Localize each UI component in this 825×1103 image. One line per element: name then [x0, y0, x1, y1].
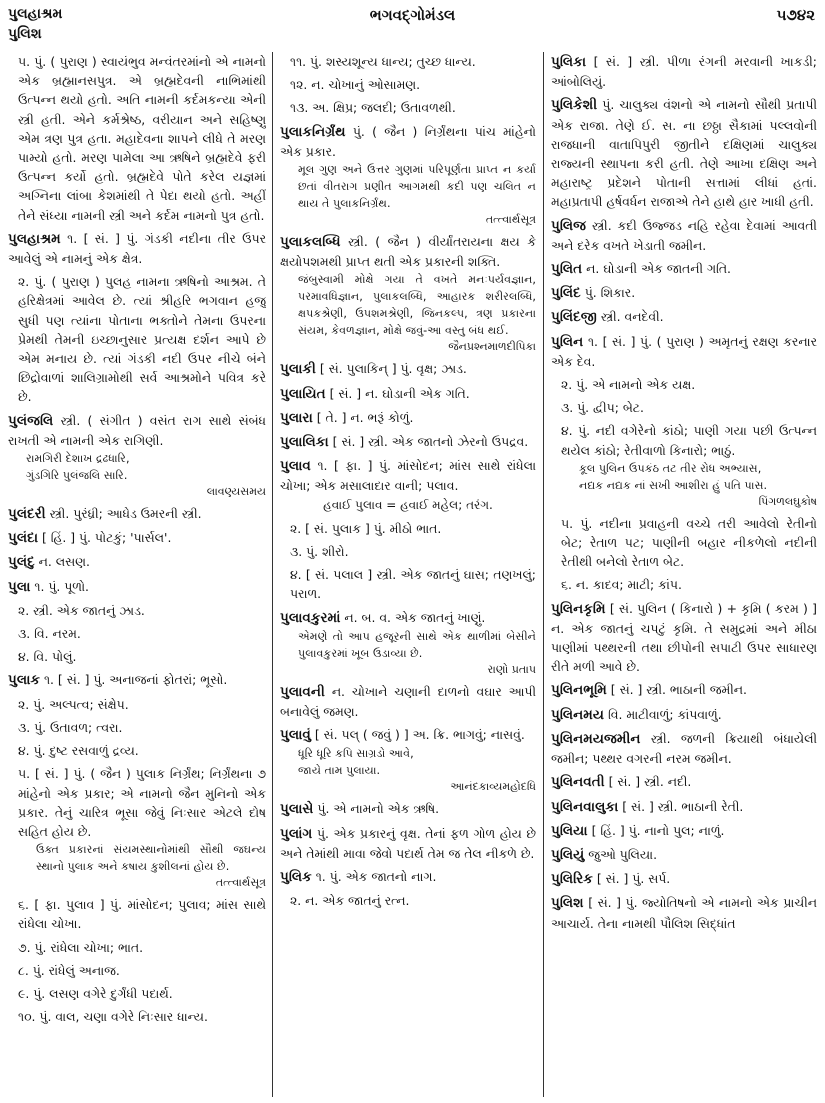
citation-source: જૈનપ્રશ્નમાળદીપિકા — [448, 340, 536, 354]
headword: પુલિનવતી — [551, 774, 605, 791]
definition-text: ૩. પું. શીરો. — [290, 544, 349, 560]
dictionary-entry — [280, 867, 536, 887]
guide-word-last: પુલિશ — [8, 26, 42, 42]
dictionary-entry — [551, 95, 817, 211]
headword: પુલિક — [280, 869, 312, 886]
definition-text: [ હિં. ] પું. પોટકું; 'પાર્સલ'. — [41, 530, 172, 546]
entry-sense — [280, 75, 536, 94]
dictionary-entry — [8, 528, 266, 548]
entry-sense — [8, 764, 266, 891]
definition-text: પું. ચાલુક્ય વંશનો એ નામનો સૌથી પ્રતાપી એક રાજા. તેણે ઈ. સ. ના છઠ્ઠા સૈકામાં પલ્લવોની રાજધાની વાતાપિપુરી જીતીને દક્ષિણમાં ચાલુક્ય રાજ્યની સ્થાપના કરી હતી. તેણે આખા દક્ષિણ અને મહારાષ્ટ્ર પ્રદેશને પોતાની સત્તામાં લીધાં હતાં. મહાપ્રતાપી હર્ષવર્ધન રાજાએ તેને હાથે હાર ખાધી હતી. — [551, 97, 817, 210]
entry-sense — [280, 891, 536, 910]
definition-text: સ્ત્રી. ( સંગીત ) વસંત રાગ સાથે સંબંધ રાખતી એ નામની એક રાગિણી. — [8, 412, 266, 448]
headword: પુલિનમય — [551, 706, 605, 723]
headword: પુલિત — [551, 261, 583, 278]
entry-sense — [280, 542, 536, 561]
definition-text: ૨. પું. ( પુરાણ ) પુલહ નામના ઋષિનો આશ્રમ. તે હરિક્ષેત્રમાં આવેલ છે. ત્યાં શ્રીહરિ ભગવાન હજુ સુધી પણ ત્યાંના પોતાના ભક્તોને તેમના ઉપરના પ્રેમથી તેમની ઇચ્છાનુસાર પ્રત્યક્ષ દર્શન આપે છે એમ મનાય છે. ત્યાં ગંડકી નદી ઉપર નીચે બંને છિદ્રોવાળાં શાલિગ્રામોથી સર્વ આશ્રમોને પવિત્ર કરે છે. — [18, 274, 266, 405]
column-2 — [280, 52, 536, 1100]
definition-text: [ સં. ] સ્ત્રી. નદી. — [608, 774, 692, 790]
definition-text: સ્ત્રી. જળની ક્રિયાથી બંધાયેલી જમીન; પથ્થર વગરની નરમ જમીન. — [551, 730, 817, 767]
definition-text: [ સં. ] પું. સર્પ. — [596, 871, 671, 887]
dictionary-entry — [280, 232, 536, 355]
dictionary-entry — [551, 332, 817, 371]
dictionary-entry — [551, 797, 817, 817]
dictionary-entry — [551, 216, 817, 255]
entry-sense — [551, 375, 817, 394]
citation-quote: મૂલ ગુણ અને ઉત્તર ગુણમાં પરિપૂર્ણતા પ્રાપ્ત ન કર્યા છતાં વીતરાગ પ્રણીત આગમથી કદી પણ ચલિત ન થાય તે પુલાકનિર્ગ્રંથ. — [298, 163, 536, 211]
entry-sense — [8, 695, 266, 714]
headword: પુલિકેશી — [551, 97, 598, 114]
dictionary-entry — [280, 408, 536, 428]
entry-sense — [280, 519, 536, 538]
guide-word-first: પુલહાશ્રમ — [8, 6, 63, 22]
dictionary-entry — [551, 680, 817, 700]
entry-sense — [8, 624, 266, 643]
headword: પુલિનમયજમીન — [551, 730, 641, 747]
headword: પુલાકલબ્ધિ — [280, 234, 341, 251]
headword: પુલિંદ — [551, 285, 581, 302]
definition-text: સ્ત્રી. ( જૈન ) વીર્યાંતરાયના ક્ષય કે ક્ષયોપશમથી પ્રાપ્ત થતી એક પ્રકારની શક્તિ. — [280, 234, 536, 270]
definition-text: [ સં. ] ન. ઘોડાની એક ગતિ. — [329, 385, 470, 401]
definition-text: ૪. પું. દુષ્ટ રસવાળું દ્રવ્ય. — [18, 743, 139, 759]
definition-text: ૧૦. પું. વાલ, ચણા વગેરે નિઃસાર ધાન્ય. — [18, 1009, 208, 1025]
entry-sense — [551, 398, 817, 417]
entry-sense — [551, 514, 817, 572]
dictionary-entry — [8, 411, 266, 500]
definition-text: [ હિં. ] પું. નાનો પુલ; નાળું. — [591, 822, 725, 838]
dictionary-entry — [8, 577, 266, 597]
citation-quote: જાયે તામ પુલાયા. — [298, 764, 381, 778]
entry-sense — [551, 575, 817, 594]
book-title: ભગવદ્ગોમંડલ — [369, 6, 456, 24]
dictionary-entry — [280, 456, 536, 515]
citation-quote: એમણે તો આપ હજૂરની સાથે એક થાળીમાં બેસીને પુલાવકુરમાં ખૂબ ઉડાવ્યા છે. — [298, 629, 536, 660]
dictionary-entry — [280, 608, 536, 678]
headword: પુલંદુ — [8, 554, 35, 571]
dictionary-entry — [551, 821, 817, 841]
definition-text: ૨. [ સં. પુલાક ] પું. મીઠો ભાત. — [290, 520, 442, 536]
definition-text: [ સં. ] સ્ત્રી. ભાઠાની રેતી. — [622, 798, 744, 814]
dictionary-entry — [8, 670, 266, 690]
definition-text: ન. ઘોડાની એક જાતની ગતિ. — [586, 261, 731, 277]
entry-sense — [280, 98, 536, 117]
definition-text: સ્ત્રી. કદી ઉજ્જડ નહિ રહેવા દેવામાં આવતી અને દરેક વખતે ખેડાતી જમીન. — [551, 217, 817, 253]
entry-sense — [8, 272, 266, 406]
headword: પુલાવકુરમાં — [280, 609, 341, 626]
definition-text: ૩. પું. ઉતાવળ; ત્વરા. — [18, 719, 123, 735]
entry-sense — [280, 52, 536, 71]
entry-sense — [551, 421, 817, 509]
definition-text: ૧૧. પું. શસ્યશૂન્ય ધાન્ય; તુચ્છ ધાન્ય. — [290, 54, 476, 69]
definition-text: [ સં. ] સ્ત્રી. એક જાતનો ઝેરનો ઉપદ્રવ. — [332, 434, 529, 450]
definition-text: ૮. પું. રાંધેલું અનાજ. — [18, 962, 120, 978]
headword: પુલિંદજી — [551, 309, 597, 326]
definition-text: [ સં. પુલાકિન્ ] પું. વૃક્ષ; ઝાડ. — [319, 361, 467, 377]
dictionary-entry — [551, 52, 817, 91]
definition-text: ન. લસણ. — [38, 554, 90, 570]
entry-sense — [8, 1007, 266, 1026]
citation-source: આનંદકાવ્યમહોદધિ — [450, 780, 536, 794]
headword: પુલાંગ — [280, 825, 313, 842]
definition-text: ૪. [ સં. પલાલ ] સ્ત્રી. એક જાતનું ઘાસ; તણખલું; પરાળ. — [290, 567, 536, 602]
dictionary-entry — [280, 122, 536, 228]
citation-source: તત્ત્વાર્થસૂત્ર — [215, 876, 266, 890]
definition-text: ૧. [ સં. ] પું. ગંડકી નદીના તીર ઉપર આવેલું એ નામનું એક ક્ષેત્ર. — [8, 230, 266, 267]
dictionary-entry — [551, 599, 817, 677]
page-number: ૫૭૪૨ — [776, 6, 815, 24]
definition-text: [ સં. પુલિન ( કિનારો ) + કૃમિ ( કરમ ) ] ન. એક જાતનું ચપટું કૃમિ. તે સમુદ્રમાં અને મીઠા પાણીમાં પથ્થરની તથા છીપોની સપાટી ઉપર સાધારણ રીતે મળી આવે છે. — [551, 600, 817, 675]
headword: પુલાવું — [280, 727, 311, 744]
column-divider — [272, 52, 273, 1097]
headword: પુલંદા — [8, 530, 39, 547]
definition-text: પું. એક પ્રકારનું વૃક્ષ. તેનાં ફળ ગોળ હોય છે અને તેમાંથી માવા જેવો પદાર્થ તેમ જ તેલ નીકળે છે. — [280, 825, 536, 861]
entry-sense — [8, 984, 266, 1003]
dictionary-entry — [551, 729, 817, 768]
headword: પુલાલિકા — [280, 434, 329, 451]
citation-source: રાણો પ્રતાપ — [487, 662, 536, 676]
citation-source: લાવણ્યસમય — [206, 485, 266, 499]
definition-text: ૨. પું. એ નામનો એક યક્ષ. — [561, 377, 696, 393]
dictionary-entry — [280, 384, 536, 404]
entry-sense — [8, 52, 266, 225]
headword: પુલાસે — [280, 801, 314, 818]
definition-text: ૪. વિ. પોલું. — [18, 649, 77, 665]
definition-text: ૫. પું. ( પુરાણ ) સ્વાયંભુવ મન્વંતરમાંનો એ નામનો એક બ્રહ્માનસપુત્ર. એ બ્રહ્મદેવની નાભિમાંથી ઉત્પન્ન થયો હતો. અતિ નામની કર્દમકન્યા એની સ્ત્રી હતી. એને કર્મશ્રેષ્ઠ, વરીયાન અને સહિષ્ણુ એમ ત્રણ પુત્ર હતા. મહાદેવના શાપને લીધે તે મરણ પામ્યો હતો. મરણ પામેલા આ ઋષિને બ્રહ્મદેવે ફરી ઉત્પન્ન કર્યો હતો. બ્રહ્મદેવે પોતે કરેલ યજ્ઞમાં અગ્નિના લાંબા કેશમાંથી તે પેદા થયો હતો. અહીં તેને સંધ્યા નામની સ્ત્રી અને કર્દમ નામનો પુત્ર હતો. — [18, 54, 266, 223]
citation-source: તત્ત્વાર્થસૂત્ર — [485, 213, 536, 227]
definition-text: ૬. ન. કાદવ; માટી; કાંપ. — [561, 577, 682, 593]
column-1 — [8, 52, 266, 1100]
definition-text: ૩. વિ. નરમ. — [18, 626, 81, 642]
definition-text: ૧. [ સં. ] પું. ( પુરાણ ) અમૃતનું રક્ષણ કરનાર એક દેવ. — [551, 333, 817, 369]
citation-source: પિંગળલઘુકોષ — [758, 494, 817, 508]
headword: પુલંદરી — [8, 506, 46, 523]
definition-text: ૩. પું. દ્વીપ; બેટ. — [561, 400, 644, 416]
definition-text: ૨. સ્ત્રી. એક જાતનું ઝાડ. — [18, 602, 145, 618]
headword: પુલિજ — [551, 217, 587, 234]
definition-text: ૭. પું. રાંધેલા ચોખા; ભાત. — [18, 939, 144, 955]
headword: પુલાયિત — [280, 385, 326, 402]
headword: પુલાકી — [280, 361, 316, 378]
entry-sense — [8, 741, 266, 760]
definition-text: ૧૨. ન. ચોખાનું ઓસામણ. — [290, 77, 421, 93]
page-header — [0, 0, 825, 50]
headword: પુલિકા — [551, 54, 587, 70]
citation-quote: રામગિરી દેશાખ દ્રઢધારિ, — [26, 452, 130, 466]
definition-text: ૨. ન. એક જાતનું રત્ન. — [290, 893, 410, 909]
definition-text: સ્ત્રી. પુરંધ્રી; આધેડ ઉમરની સ્ત્રી. — [49, 506, 202, 522]
entry-sense — [280, 565, 536, 603]
dictionary-entry — [551, 845, 817, 865]
definition-text: [ સં. પલ્ ( જવું ) ] અ. ક્રિ. ભાગવું; નાસવું. — [314, 727, 525, 743]
dictionary-entry — [280, 432, 536, 452]
definition-text: ૧. પું. પૂળો. — [34, 578, 90, 594]
definition-text: ૧. પું. એક જાતનો નાગ. — [315, 869, 437, 885]
headword: પુલિનવાલુકા — [551, 798, 619, 815]
definition-text: ૧. [ ફા. ] પું. માંસોદન; માંસ સાથે રાંધેલા ચોખા; એક મસાલાદાર વાની; પલાવ. — [280, 458, 536, 494]
entry-sense — [8, 718, 266, 737]
headword: પુલિનકૃમિ — [551, 600, 606, 617]
citation-quote: ગુંડગિરિ પુલંજલિ સારિ. — [26, 469, 128, 483]
headword: પુલારા — [280, 409, 313, 426]
dictionary-entry — [8, 229, 266, 268]
citation-quote: કૂલ પુલિન ઉપકંઠ તટ તીર રોધ અભ્યાસ, — [579, 461, 762, 475]
entry-sense — [8, 601, 266, 620]
definition-text: પું. ( જૈન ) નિર્ગ્રંથના પાંચ માંહેનો એક પ્રકાર. — [280, 123, 536, 159]
definition-text: પું. એ નામનો એક ઋષિ. — [317, 801, 440, 817]
entry-sense — [8, 647, 266, 666]
citation-quote: નદ્યક નદ્યક નાં સખી આશીરા હું પતિ પાસ. — [579, 478, 768, 492]
idiom-line: હવાઈ પુલાવ = હવાઈ મહેલ; તરંગ. — [323, 497, 493, 512]
headword: પુલહાશ્રમ — [8, 230, 61, 247]
dictionary-entry — [551, 259, 817, 279]
dictionary-entry — [280, 824, 536, 863]
definition-text: ૨. પું. અલ્પત્વ; સંક્ષેપ. — [18, 696, 129, 712]
dictionary-entry — [8, 552, 266, 572]
dictionary-entry — [551, 893, 817, 932]
headword: પુલિરિક — [551, 871, 593, 888]
dictionary-entry — [280, 359, 536, 379]
headword: પુલિન — [551, 333, 584, 350]
column-3 — [551, 52, 817, 1100]
headword: પુલાકનિર્ગ્રંથ — [280, 123, 346, 140]
entry-sense — [8, 938, 266, 957]
dictionary-entry — [280, 725, 536, 795]
definition-text: ૧. [ સં. ] પું. અનાજનાં ફોતરાં; ભૂસો. — [43, 672, 228, 688]
dictionary-entry — [551, 283, 817, 303]
definition-text: વિ. માટીવાળું; કાંપવાળું. — [607, 706, 722, 722]
definition-text: સ્ત્રી. વનદેવી. — [600, 309, 664, 325]
definition-text: ૬. [ ફા. પુલાવ ] પું. માંસોદન; પુલાવ; માંસ સાથે રાંધેલા ચોખા. — [18, 897, 266, 932]
definition-text: જુઓ પુલિયા. — [588, 846, 658, 862]
definition-text: ન. બ. વ. એક જાતનું ખાણું. — [344, 609, 486, 625]
definition-text: [ સં. ] સ્ત્રી. પીળા રંગની મરવાની ખાકડી; આંબોલિયું. — [551, 54, 817, 90]
headword: પુલંજલિ — [8, 412, 54, 429]
headword: પુલિયા — [551, 822, 588, 839]
dictionary-entry — [280, 682, 536, 721]
headword: પુલિશ — [551, 895, 584, 912]
definition-text: ૯. પું. લસણ વગેરે દુર્ગંધી પદાર્થ. — [18, 985, 173, 1001]
definition-text: [ તે. ] ન. ભરૂં કોળું. — [316, 409, 414, 425]
definition-text: ૫. [ સં. ] પું. ( જૈન ) પુલાક નિર્ગ્રંથ; નિર્ગ્રંથના ૭ માંહેનો એક પ્રકાર; એ નામનો જૈન મુનિનો એક પ્રકાર. તેનું ચારિત્ર ભૂસા જેવું નિઃસાર એટલે દોષ સહિત હોય છે. — [18, 766, 266, 839]
definition-text: ૧૩. અ. ક્ષિપ્ર; જલદી; ઉતાવળથી. — [290, 100, 456, 116]
dictionary-entry — [551, 869, 817, 889]
citation-quote: જંબુસ્વામી મોક્ષે ગયા તે વખતે મનઃપર્યવજ્ઞાન, પરમાવધિજ્ઞાન, પુલાકલબ્ધિ, આહારક શરીરલબ્ધિ, ક્ષપકશ્રેણી, ઉપશમશ્રેણી, જિનકલ્પ, ત્રણ પ્રકારના સંયમ, કેવળજ્ઞાન, મોક્ષે જવું-આ વસ્તુ બંધ થઈ. — [298, 273, 536, 338]
definition-text: [ સં. ] પું. જ્યોતિષનો એ નામનો એક પ્રાચીન આચાર્ય. તેના નામથી પૌલિશ સિદ્ધાંત — [551, 895, 817, 931]
column-divider — [543, 52, 544, 1097]
dictionary-entry — [8, 504, 266, 524]
definition-text: પું. શિકાર. — [584, 285, 636, 301]
headword: પુલાક — [8, 672, 41, 689]
entry-sense — [8, 895, 266, 933]
citation-quote: ઉક્ત પ્રકારનાં સંયમસ્થાનોમાંથી સૌથી જઘન્ય સ્થાનો પુલાક અને કષાય કુશીલનાં હોય છે. — [36, 843, 266, 874]
dictionary-entry — [551, 307, 817, 327]
citation-quote: ધૂરિ ધૂરિ કપિ સાગ્રડો આવે, — [298, 747, 414, 761]
dictionary-entry — [280, 799, 536, 819]
definition-text: ૪. પું. નદી વગેરેનો કાંઠો; પાણી ગયા પછી ઉત્પન્ન થયેલ કાંઠો; રેતીવાળો કિનારો; ભાઠું. — [561, 423, 817, 458]
headword: પુલિયું — [551, 846, 585, 863]
definition-text: [ સં. ] સ્ત્રી. ભાઠાની જમીન. — [610, 682, 747, 698]
entry-sense — [8, 961, 266, 980]
headword: પુલાવની — [280, 683, 325, 700]
headword: પુલાવ — [280, 458, 311, 475]
dictionary-entry — [551, 772, 817, 792]
headword: પુલા — [8, 578, 31, 595]
dictionary-entry — [551, 705, 817, 725]
definition-text: ન. ચોખાને ચણાની દાળનો વઘાર આપી બનાવેલું જમણ. — [280, 683, 536, 720]
definition-text: ૫. પું. નદીના પ્રવાહની વચ્ચે તરી આવેલો રેતીનો બેટ; રેતાળ પટ; પાણીની બહાર નીકળેલો નદીની રેતીથી બનેલો રેતાળ બેટ. — [561, 515, 817, 570]
headword: પુલિનભૂમિ — [551, 682, 607, 699]
